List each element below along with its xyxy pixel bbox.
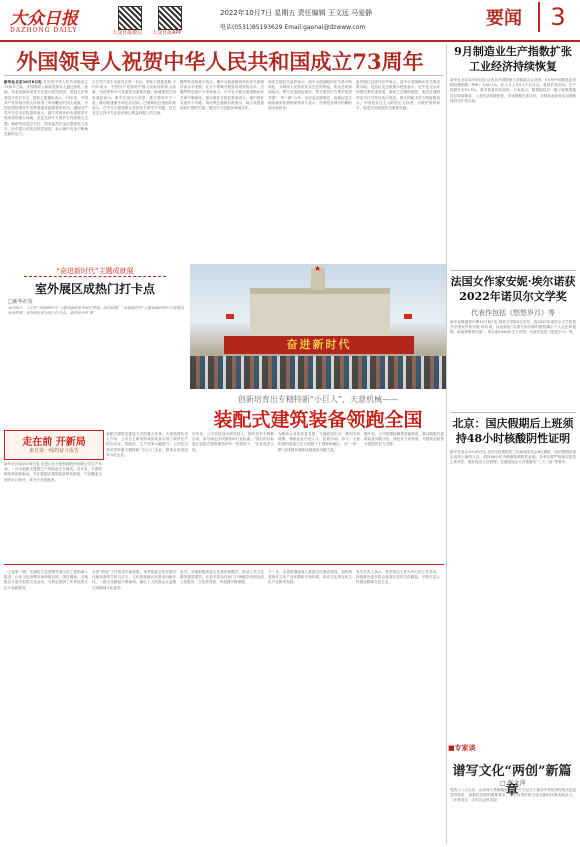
lead-column-4: 南非总统拉马福萨表示，南中全面战略伙伴关系不断深化，为两国人民带来实实在在的利益。埃及总统塞西表示，埃中友谊源远流长，埃方愿同中方携手推进共建“一带一路”合作。肯尼亚总统鲁托、坦桑尼亚总统哈桑等非洲国家领导人表示，中国是非洲可信赖的朋友和伙伴。 bbox=[268, 80, 352, 111]
feature-title: 室外展区成热门打卡点 bbox=[34, 282, 155, 296]
lead-column-1 bbox=[4, 80, 88, 260]
lead-column-3: 俄罗斯总统普京表示，俄中全面战略协作伙伴关系保持高水平发展，在多个领域开展富有成效的合作。白俄罗斯总统卢卡申科表示，白中全天候全面战略伙伴关系不断深化。塞尔维亚总统武契奇表示，塞中铁杆友谊牢不可破。匈牙利总理欧尔班表示，匈方高度重视同中国的关系，愿同中方加强各领域合作。 bbox=[180, 80, 264, 111]
equipment-column-1: 新华社济南10月6日电 走进山东天意机械股份有限公司生产车间，一台台装配式建筑生产线装备正在调试。近年来，天意机械坚持创新驱动，专注装配式建筑装备研发制造，产品覆盖全国并出口海外，成为行业领跑者。 bbox=[4, 462, 102, 482]
qr-code-icon bbox=[158, 6, 182, 30]
crowd bbox=[190, 356, 446, 389]
bottom-column-3: 此外，各地积极探索文化惠民新模式，推动公共文化服务提质增效，让更多群众在家门口就能享受到优质文化服务，文化获得感、幸福感不断增强。 bbox=[180, 570, 264, 585]
newspaper-logo bbox=[10, 4, 96, 34]
feature-byline: □新华社发 bbox=[8, 299, 33, 305]
red-star-icon: ★ bbox=[314, 264, 322, 273]
bottom-column-1: （上接第一版）区域性文化消费发展示范工程的深入推进，山东文化消费市场持续活跃。国庆期间，各地推出丰富多彩的文化活动，为群众提供了多样化的文化产品和服务。 bbox=[4, 570, 88, 590]
story4-body: 党的十八大以来，山东深入贯彻落实习近平总书记关于推动中华优秀传统文化创造性转化、创新性发展的重要要求，推动优秀传统文化在新时代焕发新活力。（作者单位：山东社会科学院） bbox=[450, 788, 576, 803]
divider bbox=[4, 75, 444, 76]
exhibition-photo bbox=[190, 264, 446, 389]
story4-byline: □ 张文萍 bbox=[500, 780, 526, 787]
story2-body: 新华社斯德哥尔摩10月6日电 瑞典文学院6日宣布，将2022年诺贝尔文学奖授予法国女作家安妮·埃尔诺，以表彰她“以勇气和冷静的敏锐揭示个人记忆的根源、疏离和集体约束”。埃尔诺1940年生于法国，代表作包括《悠悠岁月》等。 bbox=[450, 320, 576, 335]
feature-tag: “奋进新时代”主题成就展 bbox=[56, 267, 134, 275]
series-badge bbox=[4, 430, 104, 460]
divider bbox=[4, 564, 444, 565]
bottom-column-2: 全省“两创”工作取得丰硕成果。优秀传统文化在新时代焕发新的生机与活力，文化旅游融合发展迈出新步伐，一批文化精品不断涌现，满足了人民群众日益增长的精神文化需求。 bbox=[92, 570, 176, 590]
divider bbox=[450, 270, 576, 271]
photo-feature-sidebar bbox=[4, 266, 186, 388]
lead-headline: 外国领导人祝贺中华人民共和国成立73周年 bbox=[16, 49, 424, 74]
section-title: 要闻 bbox=[486, 8, 522, 29]
lead-column-2: 古巴共产党中央委员会第一书记、国家主席迪亚斯-卡内尔表示，中国共产党领导中国人民取得的伟大成就，为世界和平与发展作出重要贡献。柬埔寨国王西哈莫尼表示，柬中友谊历久弥坚，柬方愿同中方一道，推动构建柬中命运共同体。巴基斯坦总统阿尔维表示，巴中全天候战略合作伙伴关系牢不可破，巴方坚定支持中方在涉及核心利益问题上的立场。 bbox=[92, 80, 176, 116]
equipment-column-2: 装配式建筑是建造方式的重大变革。天意机械负责人介绍，公司自主研发的成套装备实现了构件生产的自动化、智能化，生产效率大幅提升。公司先后获评国家级专精特新“小巨人”企业、制造业单项冠军示范企业。 bbox=[106, 432, 188, 457]
equipment-column-3: 近年来，公司持续加大研发投入，拥有有效专利数百项，参与制定多项国家和行业标准。“我们的目标是让装配式建筑像造汽车一样造房子。”企业负责人说。 bbox=[192, 432, 274, 452]
masthead bbox=[0, 0, 580, 42]
story3-headline: 北京：国庆假期后上班须持48小时核酸阴性证明 bbox=[452, 417, 574, 445]
feature-caption: 10月6日，人们在“奋进新时代”主题成就展室外展区参观。国庆假期，“奋进新时代”主题成就展吸引大批观众前来参观，室外展区成为热门打卡点。 新华社记者 摄 bbox=[8, 306, 184, 316]
story4-headline: 谱写文化“两创”新篇章 bbox=[452, 764, 572, 798]
logo-text: 大众日报 bbox=[10, 9, 78, 29]
equipment-subhead: 创新培育出专精特新“小巨人”，天意机械—— bbox=[237, 395, 399, 404]
photo-banner: 奋进新时代 bbox=[224, 336, 414, 354]
page-number: 3 bbox=[538, 2, 576, 32]
equipment-column-4: 为推动企业高质量发展，当地政府出台一系列支持政策，帮助企业引进人才、拓展市场。如今，天意机械的装备已出口到数十个国家和地区，为“一带一路”沿线国家基础设施建设贡献力量。 bbox=[278, 432, 360, 452]
bottom-column-5: 有关负责人表示，要坚持以人民为中心的工作导向，持续推出更多群众喜闻乐见的文化精品，不断丰富人民群众精神文化生活。 bbox=[356, 570, 440, 585]
logo-subtext: DAZHONG DAILY bbox=[10, 27, 78, 34]
column-divider bbox=[446, 44, 447, 844]
equipment-column-5: 据介绍，公司将继续聚焦智能制造，推动装配式建筑装备向数字化、绿色化方向发展，为建筑业转型升级提供有力支撑。 bbox=[364, 432, 444, 447]
flag-icon bbox=[404, 314, 412, 319]
badge-title: 走在前 开新局 bbox=[22, 437, 86, 448]
expert-tag: ■专家谈 bbox=[448, 744, 476, 752]
story2-subhead: 代表作包括《悠悠岁月》等 bbox=[471, 309, 555, 317]
qr-label-1: 大众日报微信 bbox=[112, 30, 143, 36]
story1-headline: 9月制造业生产指数扩张 工业经济持续恢复 bbox=[454, 45, 572, 73]
flag-icon bbox=[226, 314, 234, 319]
qr-code-icon bbox=[118, 6, 142, 30]
story2-headline: 法国女作家安妮·埃尔诺获2022年诺贝尔文学奖 bbox=[450, 275, 576, 303]
bottom-column-4: 下一步，全省将继续深入推进文化强省建设，加快构建现代文化产业体系和市场体系，推动文化事业和文化产业繁荣发展。 bbox=[268, 570, 352, 585]
story3-body: 新华社北京10月6日电 北京市疫情防控工作新闻发布会6日通报，国庆假期结束后返岗上班的人员，须持48小时内核酸检测阴性证明。各单位要严格落实防控主体责任，做好进出人员管理。近期进返京人员要落实“三天三检”等要求。 bbox=[450, 450, 576, 465]
qr-label-2: 大众日报APP bbox=[152, 30, 182, 36]
badge-subtitle: 来自第一线的奋斗报告 bbox=[28, 448, 79, 454]
divider bbox=[450, 412, 576, 413]
lead-text-1: 在庆祝中华人民共和国成立73周年之际，多国领导人和政党领导人通过致电、致函、发表视频讲话等方式表示热烈祝贺。老挝人民革命党中央总书记、国家主席通伦表示，73年来，中国共产党带领中国人民取得了举世瞩目的伟大成就，中国在国际事务中发挥着越来越重要的作用。越南共产党中央总书记阮富仲表示，越方高度评价中国改革开放取得的重大成就，坚定支持中方维护主权和领土完整。朝鲜劳动党总书记、国务委员长金正恩致电习近平，向中国人民致以热烈祝贺，表示朝中友谊不断焕发新的活力。 bbox=[4, 80, 88, 137]
lead-dateline: 新华社北京10月6日电 bbox=[4, 80, 42, 84]
story1-body: 新华社北京10月6日电 记者从中国物流与采购联合会获悉，9月份中国制造业采购经理指数（PMI）为50.1%，比上月上升0.7个百分点，重回扩张区间。生产指数升至51.5%，需求恢复有所加快。专家表示，随着稳经济一揽子政策措施效应持续释放，工业经济持续恢复，市场预期总体向好。非制造业商务活动指数保持在扩张区间。 bbox=[450, 78, 576, 103]
contact-line: 电话(0531)85193629 Email:gaonai@dzwww.com bbox=[220, 24, 366, 31]
divider bbox=[24, 276, 166, 277]
lead-column-5: 委内瑞拉总统马杜罗表示，委中全面战略伙伴关系成果丰硕。尼加拉瓜总统奥尔特加表示，尼中复交以来两国关系快速发展。新西兰总理阿德恩、斐济总理姆拜尼马拉马等也表示祝贺。联合国秘书长古特雷斯表示，中国是多边主义的坚定支持者，为维护世界和平、促进共同发展作出重要贡献。 bbox=[356, 80, 440, 111]
equipment-headline: 装配式建筑装备领跑全国 bbox=[213, 409, 423, 431]
date-line: 2022年10月7日 星期五 责任编辑 王文远 马爱静 bbox=[220, 9, 373, 17]
